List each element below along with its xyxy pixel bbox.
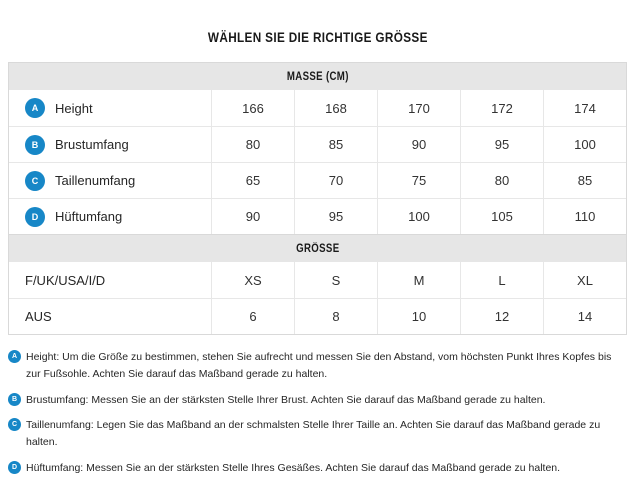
footnote-chest [8,392,625,409]
row-label-cell [9,127,211,162]
size-value: M [377,262,460,298]
sizes-header-band [9,234,626,262]
footnote-badge-c: C [8,418,21,431]
measure-label: Height [55,100,93,116]
size-system-label: F/UK/USA/I/D [25,272,106,288]
footnote-badge-b: B [8,393,21,406]
measure-label: Brustumfang [55,137,129,152]
size-value: 6 [211,299,294,334]
row-label-cell [9,299,211,334]
row-label-cell [9,163,211,198]
measure-value: 90 [211,199,294,234]
size-value: S [294,262,377,298]
table-row-waist [9,162,626,198]
size-value: L [460,262,543,298]
measure-badge-a: A [25,98,45,118]
size-value: 14 [543,299,626,334]
measure-value: 70 [294,163,377,198]
measure-badge-b: B [25,135,45,155]
measure-label: Taillenumfang [55,173,136,188]
footnotes-section [8,349,625,477]
page-title [0,0,635,45]
measure-value: 65 [211,163,294,198]
footnote-waist [8,417,625,451]
size-chart-table [8,62,627,335]
measure-value: 75 [377,163,460,198]
measurements-header-label: MASSE (CM) [286,70,349,83]
measure-value: 80 [460,163,543,198]
footnote-text: Height: Um die Größe zu bestimmen, stehen Sie aufrecht und messen Sie den Abstand, vom höchsten Punkt Ihres Kopfes bis zur Fußsohle. Achten Sie darauf das Maßband gerade zu halten. [26,351,612,380]
measure-value: 100 [377,199,460,234]
measure-value: 90 [377,127,460,162]
table-row-aus-sizes [9,298,626,334]
row-label-cell [9,262,211,298]
table-row-height [9,90,626,126]
size-value: XL [543,262,626,298]
measure-value: 80 [211,127,294,162]
footnote-text: Taillenumfang: Legen Sie das Maßband an der schmalsten Stelle Ihrer Taille an. Achten Sie darauf das Maßband gerade zu halten. [26,419,601,449]
measure-value: 95 [294,199,377,234]
footnote-hip [8,460,625,477]
footnote-badge-d: D [8,461,21,474]
measure-value: 85 [543,163,626,198]
table-row-intl-sizes [9,262,626,298]
table-row-chest [9,126,626,162]
measurements-header-band [9,62,626,90]
measure-value: 85 [294,127,377,162]
footnote-text: Hüftumfang: Messen Sie an der stärksten Stelle Ihres Gesäßes. Achten Sie darauf das Maßband gerade zu halten. [26,461,561,474]
measure-label: Hüftumfang [55,209,123,224]
row-label-cell [9,90,211,126]
page-title-text: WÄHLEN SIE DIE RICHTIGE GRÖSSE [207,29,428,45]
measure-value: 168 [294,90,377,126]
size-system-label: AUS [25,309,52,324]
measure-value: 174 [543,90,626,126]
row-label-cell [9,199,211,234]
measure-value: 170 [377,90,460,126]
measure-value: 100 [543,127,626,162]
measure-value: 95 [460,127,543,162]
measure-value: 166 [211,90,294,126]
sizes-header-label: GRÖSSE [295,242,340,255]
table-row-hip [9,198,626,234]
size-value: XS [211,262,294,298]
measure-value: 110 [543,199,626,234]
size-value: 12 [460,299,543,334]
footnote-badge-a: A [8,350,21,363]
measure-value: 105 [460,199,543,234]
footnote-text: Brustumfang: Messen Sie an der stärksten Stelle Ihrer Brust. Achten Sie darauf das Maßband gerade zu halten. [26,393,546,406]
measure-value: 172 [460,90,543,126]
measure-badge-d: D [25,207,45,227]
size-value: 8 [294,299,377,334]
measure-badge-c: C [25,171,45,191]
size-value: 10 [377,299,460,334]
footnote-height [8,349,625,383]
